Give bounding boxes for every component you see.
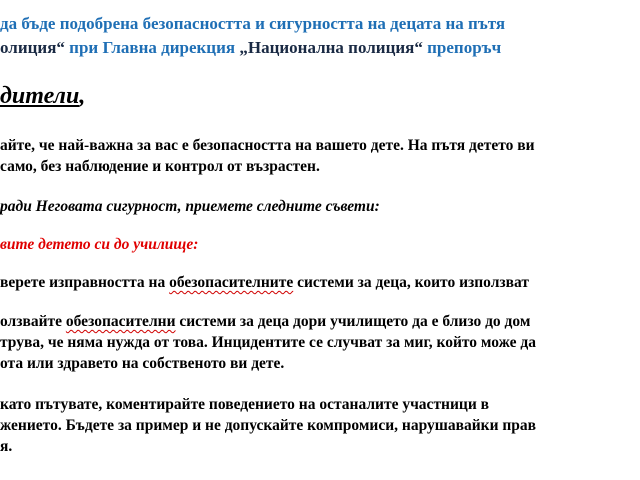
paragraph-1-line-1: айте, че най-важна за вас е безопасността на вашето дете. На пътя детето ви xyxy=(0,137,535,154)
paragraph-4 xyxy=(0,273,529,293)
p5-text-a: олзвайте xyxy=(0,313,66,330)
p5-misspelled-word: обезопасителни xyxy=(65,313,176,330)
p4-misspelled-word: обезопасителните xyxy=(169,274,294,291)
header-line-2 xyxy=(0,38,501,58)
p5-text-c: системи за деца дори училището да е близо до дом xyxy=(175,313,531,330)
header-police-name: олиция“ xyxy=(0,38,65,57)
header-connector: при Главна дирекция xyxy=(64,38,240,57)
paragraph-6-line-2: жението. Бъдете за пример и не допускайте компромиси, нарушавайки прав xyxy=(0,417,537,434)
paragraph-2: ради Неговата сигурност, приемете следните съвети: xyxy=(0,198,380,215)
paragraph-5-line-3: ота или здравето на собственото ви дете. xyxy=(0,355,285,372)
paragraph-6-line-3: я. xyxy=(0,438,13,455)
paragraph-6-line-1: като пътувате, коментирайте поведението на останалите участници в xyxy=(0,396,490,413)
p4-text-c: системи за деца, които използват xyxy=(293,274,529,291)
section-heading xyxy=(0,83,86,109)
header-directorate-name: „Национална полиция“ xyxy=(239,38,423,57)
heading-comma: , xyxy=(79,83,86,109)
paragraph-3: вите детето си до училище: xyxy=(0,236,199,253)
paragraph-5-line-1 xyxy=(0,312,530,332)
p4-text-a: верете изправността на xyxy=(0,274,170,291)
header-recommends: препоръч xyxy=(422,38,502,57)
paragraph-5-line-2: трува, че няма нужда от това. Инцидентите се случват за миг, който може да xyxy=(0,334,537,351)
paragraph-1-line-2: само, без наблюдение и контрол от възрастен. xyxy=(0,158,320,175)
header-line-1: да бъде подобрена безопасността и сигурността на децата на пътя xyxy=(0,14,506,33)
heading-word: дители xyxy=(0,83,80,109)
